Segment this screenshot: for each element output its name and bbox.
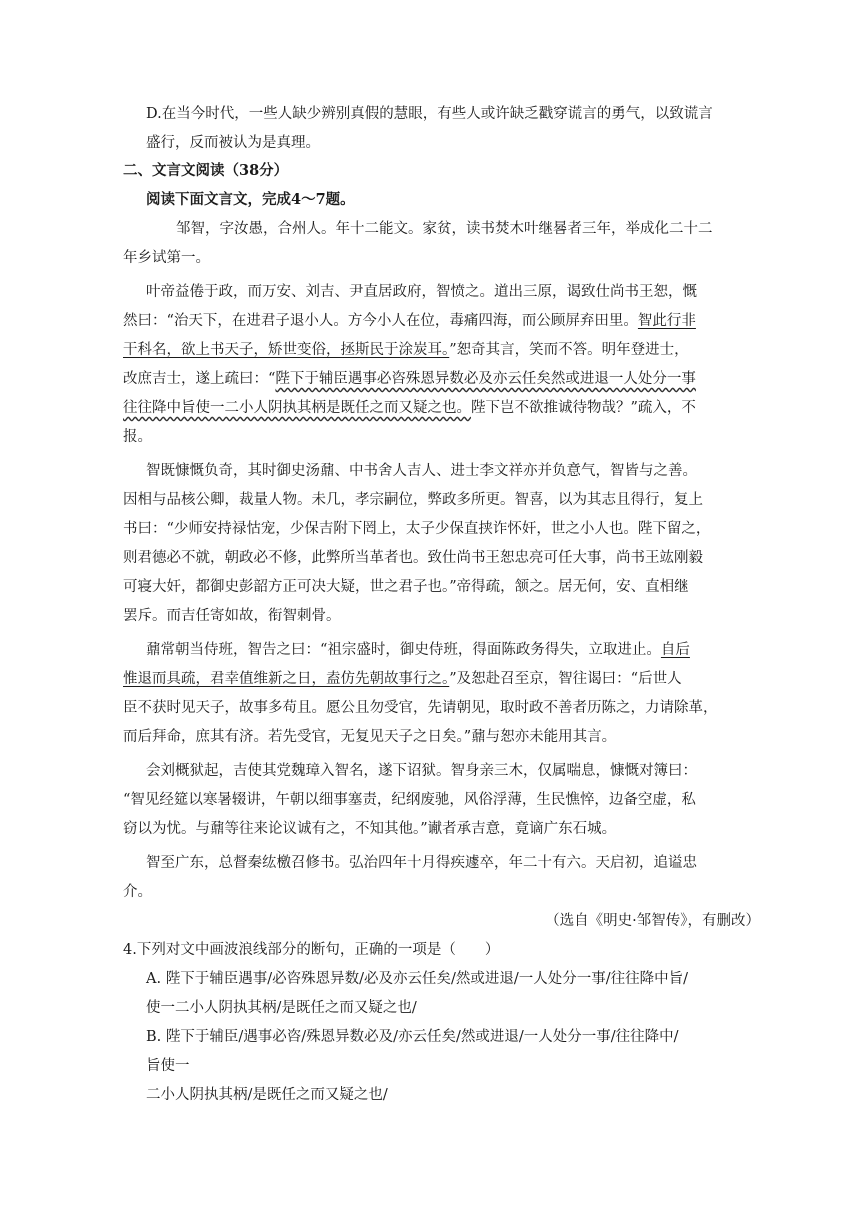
paragraph-6-line-2: 介。: [123, 884, 152, 900]
paragraph-2-line-5-text: 陛下岂不欲推诚待物哉？”疏入，不: [471, 400, 696, 416]
paragraph-2-line-5: [123, 398, 696, 418]
paragraph-2-line-1: 叶帝益倦于政，而万安、刘吉、尹直居政府，智愤之。道出三原，谒致仕尚书王恕，慨: [146, 284, 697, 300]
paragraph-2-line-2-text: 然曰：“治天下，在进君子退小人。方今小人在位，毒痛四海，而公顾屏弃田里。: [123, 313, 638, 329]
underlined-sentence-2-part-1: 自后: [660, 642, 690, 658]
option-d-line-2: 盛行，反而被认为是真理。: [146, 135, 320, 151]
paragraph-4-line-1-text: 鼐常朝当侍班，智告之曰：“祖宗盛时，御史侍班，得面陈政务得失，立取进止。: [146, 642, 661, 658]
underlined-sentence-2-part-2: 惟退而具疏，君幸值维新之日，盍仿先朝故事行之。: [123, 671, 450, 687]
paragraph-2-line-4-text: 改庶吉士，遂上疏曰：“: [123, 371, 276, 387]
paragraph-1-line-2: 年乡试第一。: [123, 250, 210, 266]
wavy-passage-part-1: 陛下于辅臣遇事必咨殊恩异数必及亦云任矣然或进退一人处分一事: [275, 371, 696, 387]
paragraph-4-line-4: 而后拜命，庶其有济。若先受官，无复见天子之日矣。”鼐与恕亦未能用其言。: [123, 729, 617, 745]
paragraph-3-line-1: 智既慷慨负奇，其时御史汤鼐、中书舍人吉人、进士李文祥亦并负意气，智皆与之善。: [146, 463, 697, 479]
paragraph-3-line-4: 则君德必不就，朝政必不修，此弊所当革者也。致仕尚书王恕忠亮可任大事，尚书王竑刚毅: [123, 550, 703, 566]
paragraph-2-line-4: [123, 369, 696, 389]
question-4-option-b-line-3: 二小人阴执其柄/是既任之而又疑之也/: [146, 1087, 388, 1103]
source-citation: （选自《明史·邹智传》，有删改）: [545, 913, 760, 929]
paragraph-5-line-3: 窃以为忧。与鼐等往来论议诚有之，不知其他。”谳者承吉意，竟谪广东石城。: [123, 821, 617, 837]
paragraph-3-line-3: 书曰：“少师安持禄怙宠，少保吉附下罔上，太子少保直挟诈怀奸，世之小人也。陛下留之，: [123, 521, 711, 537]
question-4-option-b-line-1: B. 陛下于辅臣/遇事必咨/殊恩异数必及/亦云任矣/然或进退/一人处分一事/往往降中/: [146, 1029, 679, 1045]
instruction: 阅读下面文言文，完成4～7题。: [146, 191, 355, 208]
paragraph-2-line-2: [123, 311, 696, 331]
paragraph-2-line-3: [123, 340, 689, 360]
paragraph-2-line-3-text: ”恕奇其言，笑而不答。明年登进士，: [449, 342, 689, 358]
paragraph-4-line-3: 臣不获时见天子，故事多苟且。愿公且勿受官，先请朝见，取时政不善者历陈之，力请除革，: [123, 700, 718, 716]
question-4-option-a-line-1: A. 陛下于辅臣遇事/必咨殊恩异数/必及亦云任矣/然或进退/一人处分一事/往往降中旨/: [146, 971, 688, 987]
underlined-sentence-part-2: 干科名，欲上书天子，矫世变俗，拯斯民于涂炭耳。: [123, 342, 450, 358]
question-4-stem: 4.下列对文中画波浪线部分的断句，正确的一项是（ ）: [123, 942, 500, 958]
paragraph-1-line-1: 邹智，字汝愚，合州人。年十二能文。家贫，读书焚木叶继晷者三年，举成化二十二: [176, 221, 713, 237]
paragraph-2-line-6: 报。: [123, 429, 152, 445]
paragraph-4-line-1: [146, 640, 690, 660]
section-heading: 二、文言文阅读（38分）: [123, 162, 289, 179]
paragraph-3-line-2: 因相与品核公卿，裁量人物。未几，孝宗嗣位，弊政多所更。智喜，以为其志且得行，复上: [123, 492, 703, 508]
wavy-passage-part-2: 往往降中旨使一二小人阴执其柄是既任之而又疑之也。: [123, 400, 471, 416]
paragraph-6-line-1: 智至广东，总督秦纮檄召修书。弘治四年十月得疾遽卒，年二十有六。天启初，追谥忠: [146, 855, 697, 871]
question-4-option-a-line-2: 使一二小人阴执其柄/是既任之而又疑之也/: [146, 1000, 417, 1016]
option-d-line-1: D.在当今时代，一些人缺少辨别真假的慧眼，有些人或许缺乏戳穿谎言的勇气，以致谎言: [146, 106, 713, 122]
paragraph-5-line-1: 会刘概狱起，吉使其党魏璋入智名，遂下诏狱。智身亲三木，仅属喘息，慷慨对簿曰：: [146, 763, 697, 779]
paragraph-3-line-5: 可寝大奸，都御史彭韶方正可决大疑，世之君子也。”帝得疏，颔之。居无何，安、直相继: [123, 579, 689, 595]
paragraph-4-line-2: [123, 669, 682, 689]
underlined-sentence-part-1: 智此行非: [637, 313, 696, 329]
paragraph-3-line-6: 罢斥。而吉任寄如故，衔智刺骨。: [123, 608, 341, 624]
paragraph-5-line-2: “智见经筵以寒暑辍讲，午朝以细事塞责，纪纲废驰，风俗浮薄，生民憔悴，边备空虚，私: [123, 792, 696, 808]
paragraph-4-line-2-text: ”及恕赴召至京，智往谒曰：“后世人: [449, 671, 682, 687]
question-4-option-b-line-2: 旨使一: [146, 1058, 190, 1074]
